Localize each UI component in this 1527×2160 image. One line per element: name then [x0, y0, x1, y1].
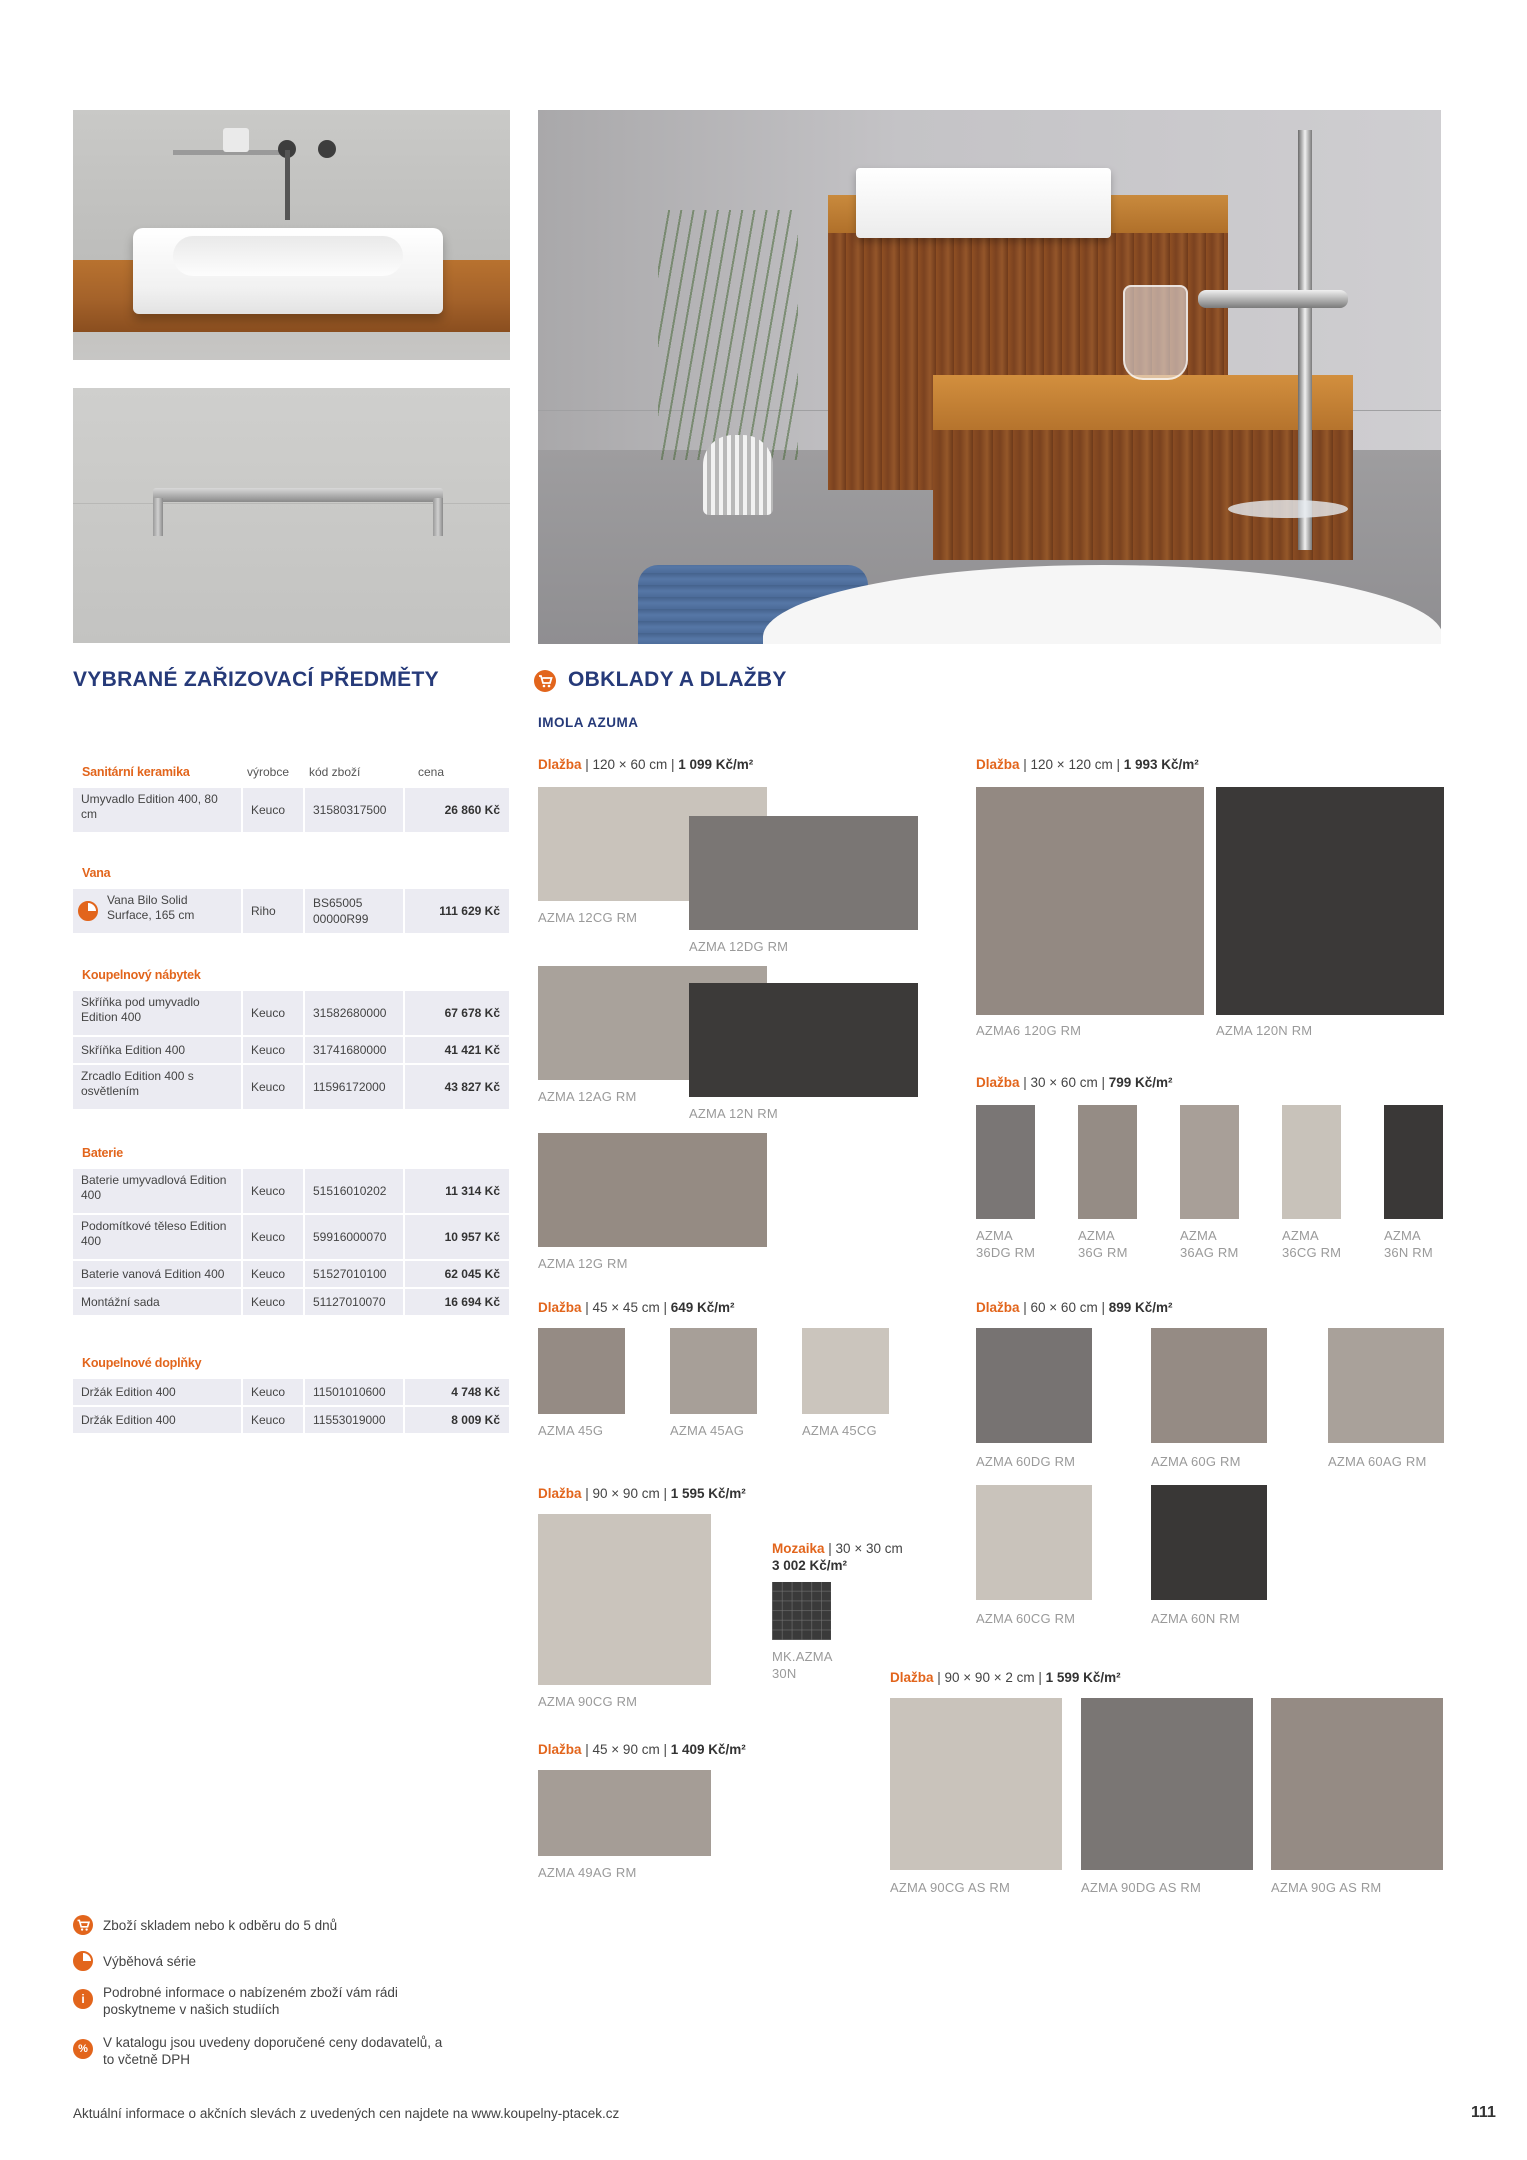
tile-price: 1 993 Kč/m²	[1123, 757, 1199, 772]
product-code: 51527010100	[305, 1261, 403, 1287]
tile-swatch	[538, 1328, 625, 1414]
tile-code: AZMA 36G RM	[1078, 1228, 1128, 1260]
tile-swatch	[538, 1514, 711, 1685]
product-manufacturer: Keuco	[243, 1407, 303, 1433]
product-price: 111 629 Kč	[405, 889, 509, 933]
tile-size: 30 × 60 cm	[1030, 1075, 1098, 1090]
tile-swatch	[1384, 1105, 1443, 1219]
product-code: 59916000070	[305, 1215, 403, 1259]
collection-name: IMOLA AZUMA	[538, 715, 639, 730]
towel-rail-photo	[73, 388, 510, 643]
category-label: Baterie	[82, 1146, 123, 1160]
product-name: Skříňka pod umyvadlo Edition 400	[73, 991, 241, 1035]
tile-swatch	[890, 1698, 1062, 1870]
product-manufacturer: Keuco	[243, 1065, 303, 1109]
tile-kind: Dlažba	[538, 757, 582, 772]
tile-group-header: Dlažba | 45 × 90 cm | 1 409 Kč/m²	[538, 1742, 746, 1757]
product-code: 11553019000	[305, 1407, 403, 1433]
tile-code: AZMA 45AG	[670, 1423, 745, 1438]
tile-price: 799 Kč/m²	[1108, 1075, 1173, 1090]
legend-text: Zboží skladem nebo k odběru do 5 dnů	[103, 1918, 338, 1933]
tile-kind: Dlažba	[976, 1075, 1020, 1090]
tile-group-header: Dlažba | 120 × 120 cm | 1 993 Kč/m²	[976, 757, 1199, 772]
pie-icon	[73, 1951, 93, 1971]
product-manufacturer: Keuco	[243, 991, 303, 1035]
tile-swatch	[1216, 787, 1444, 1015]
tile-code: AZMA 36CG RM	[1282, 1228, 1342, 1260]
product-code: 11596172000	[305, 1065, 403, 1109]
tile-code: AZMA 12CG RM	[538, 910, 638, 925]
product-code: 11501010600	[305, 1379, 403, 1405]
tile-kind: Dlažba	[890, 1670, 934, 1685]
tile-swatch	[689, 816, 918, 930]
product-price: 67 678 Kč	[405, 991, 509, 1035]
category-label: Koupelnový nábytek	[82, 968, 201, 982]
cart-icon	[73, 1915, 93, 1935]
product-price: 41 421 Kč	[405, 1037, 509, 1063]
product-name: Baterie umyvadlová Edition 400	[73, 1169, 241, 1213]
tile-code: AZMA 12AG RM	[538, 1089, 637, 1104]
tile-swatch	[538, 1770, 711, 1856]
tile-price: 1 099 Kč/m²	[678, 757, 754, 772]
product-price: 10 957 Kč	[405, 1215, 509, 1259]
tile-code: AZMA 90CG AS RM	[890, 1880, 1011, 1895]
tile-code: MK.AZMA 30N	[772, 1649, 833, 1681]
tile-price: 899 Kč/m²	[1108, 1300, 1173, 1315]
pie-icon	[78, 901, 98, 921]
tile-code: AZMA 120N RM	[1216, 1023, 1313, 1038]
tile-price: 1 599 Kč/m²	[1045, 1670, 1121, 1685]
cart-icon	[534, 670, 556, 692]
product-code: 31582680000	[305, 991, 403, 1035]
tile-code: AZMA 60AG RM	[1328, 1454, 1427, 1469]
category-label: Sanitární keramika	[82, 765, 190, 779]
tile-code: AZMA 36DG RM	[976, 1228, 1036, 1260]
tile-code: AZMA 60G RM	[1151, 1454, 1241, 1469]
tile-size: 45 × 45 cm	[592, 1300, 660, 1315]
tile-swatch	[1282, 1105, 1341, 1219]
tile-price: 3 002 Kč/m²	[772, 1558, 848, 1573]
product-name: Skříňka Edition 400	[73, 1037, 241, 1063]
tile-kind: Dlažba	[976, 757, 1020, 772]
tile-swatch	[976, 787, 1204, 1015]
tile-swatch	[670, 1328, 757, 1414]
product-manufacturer: Keuco	[243, 1261, 303, 1287]
tile-code: AZMA 12G RM	[538, 1256, 628, 1271]
product-manufacturer: Keuco	[243, 1215, 303, 1259]
tile-kind: Dlažba	[538, 1742, 582, 1757]
right-section-title: OBKLADY A DLAŽBY	[568, 668, 787, 691]
product-name: Držák Edition 400	[73, 1379, 241, 1405]
tile-swatch	[1180, 1105, 1239, 1219]
tile-swatch	[1151, 1328, 1267, 1443]
tile-kind: Dlažba	[538, 1486, 582, 1501]
tile-group-header: Mozaika | 30 × 30 cm 3 002 Kč/m²	[772, 1541, 903, 1573]
category-label: Koupelnové doplňky	[82, 1356, 202, 1370]
tile-swatch	[976, 1485, 1092, 1600]
tile-swatch	[1081, 1698, 1253, 1870]
category-label: Vana	[82, 866, 111, 880]
tile-price: 1 595 Kč/m²	[670, 1486, 746, 1501]
product-manufacturer: Keuco	[243, 1289, 303, 1315]
tile-size: 90 × 90 × 2 cm	[944, 1670, 1035, 1685]
product-price: 4 748 Kč	[405, 1379, 509, 1405]
left-section-title: VYBRANÉ ZAŘIZOVACÍ PŘEDMĚTY	[73, 668, 439, 691]
tile-code: AZMA 90G AS RM	[1271, 1880, 1382, 1895]
tile-code: AZMA 60N RM	[1151, 1611, 1240, 1626]
product-manufacturer: Keuco	[243, 788, 303, 832]
product-code: 31580317500	[305, 788, 403, 832]
product-price: 26 860 Kč	[405, 788, 509, 832]
product-name: Držák Edition 400	[73, 1407, 241, 1433]
product-code: BS65005 00000R99	[305, 889, 403, 933]
product-name: Baterie vanová Edition 400	[73, 1261, 241, 1287]
product-name: Zrcadlo Edition 400 s osvětlením	[73, 1065, 241, 1109]
tile-kind: Dlažba	[538, 1300, 582, 1315]
tile-code: AZMA 90CG RM	[538, 1694, 638, 1709]
tile-group-header: Dlažba | 120 × 60 cm | 1 099 Kč/m²	[538, 757, 754, 772]
tile-code: AZMA 12DG RM	[689, 939, 789, 954]
tile-price: 1 409 Kč/m²	[670, 1742, 746, 1757]
tile-size: 90 × 90 cm	[592, 1486, 660, 1501]
product-name: Vana Bilo Solid Surface, 165 cm	[73, 889, 241, 933]
tile-swatch	[1078, 1105, 1137, 1219]
bathroom-photo	[538, 110, 1441, 644]
product-price: 8 009 Kč	[405, 1407, 509, 1433]
tile-code: AZMA 36N RM	[1384, 1228, 1433, 1260]
product-price: 43 827 Kč	[405, 1065, 509, 1109]
column-header-code: kód zboží	[309, 765, 361, 779]
product-code: 31741680000	[305, 1037, 403, 1063]
footer-text: Aktuální informace o akčních slevách z uvedených cen najdete na www.koupelny-ptacek.cz	[73, 2106, 620, 2121]
column-header-manufacturer: výrobce	[247, 765, 290, 779]
sink-photo	[73, 110, 510, 360]
tile-swatch	[802, 1328, 889, 1414]
tile-code: AZMA 49AG RM	[538, 1865, 637, 1880]
tile-swatch	[976, 1328, 1092, 1443]
legend-text: V katalogu jsou uvedeny doporučené ceny dodavatelů, a to včetně DPH	[103, 2035, 443, 2067]
product-price: 16 694 Kč	[405, 1289, 509, 1315]
tile-size: 45 × 90 cm	[592, 1742, 660, 1757]
legend-text: Výběhová série	[103, 1954, 197, 1969]
product-manufacturer: Riho	[243, 889, 303, 933]
product-manufacturer: Keuco	[243, 1037, 303, 1063]
tile-swatch	[689, 983, 918, 1097]
tile-size: 60 × 60 cm	[1030, 1300, 1098, 1315]
tile-swatch	[976, 1105, 1035, 1219]
tile-code: AZMA 60CG RM	[976, 1611, 1076, 1626]
legend-text: Podrobné informace o nabízeném zboží vám rádi poskytneme v našich studiích	[103, 1985, 398, 2017]
tile-code: AZMA 45CG	[802, 1423, 877, 1438]
tile-swatch	[538, 1133, 767, 1247]
tile-size: 120 × 120 cm	[1030, 757, 1113, 772]
tile-size: 120 × 60 cm	[592, 757, 668, 772]
column-header-price: cena	[418, 765, 445, 779]
tile-swatch	[1151, 1485, 1267, 1600]
tile-group-header: Dlažba | 90 × 90 cm | 1 595 Kč/m²	[538, 1486, 746, 1501]
tile-group-header: Dlažba | 90 × 90 × 2 cm | 1 599 Kč/m²	[890, 1670, 1121, 1685]
product-code: 51127010070	[305, 1289, 403, 1315]
product-code: 51516010202	[305, 1169, 403, 1213]
product-price: 62 045 Kč	[405, 1261, 509, 1287]
tile-code: AZMA 36AG RM	[1180, 1228, 1239, 1260]
product-manufacturer: Keuco	[243, 1379, 303, 1405]
tile-code: AZMA 60DG RM	[976, 1454, 1076, 1469]
tile-group-header: Dlažba | 60 × 60 cm | 899 Kč/m²	[976, 1300, 1173, 1315]
tile-code: AZMA 90DG AS RM	[1081, 1880, 1202, 1895]
product-price: 11 314 Kč	[405, 1169, 509, 1213]
product-name: Podomítkové těleso Edition 400	[73, 1215, 241, 1259]
tile-code: AZMA 45G	[538, 1423, 604, 1438]
tile-price: 649 Kč/m²	[670, 1300, 735, 1315]
product-name: Montážní sada	[73, 1289, 241, 1315]
percent-icon: %	[73, 2039, 93, 2059]
product-name: Umyvadlo Edition 400, 80 cm	[73, 788, 241, 832]
tile-swatch	[1271, 1698, 1443, 1870]
page-number: 111	[1471, 2104, 1496, 2121]
tile-code: AZMA 12N RM	[689, 1106, 778, 1121]
product-manufacturer: Keuco	[243, 1169, 303, 1213]
tile-group-header: Dlažba | 30 × 60 cm | 799 Kč/m²	[976, 1075, 1173, 1090]
tile-group-header: Dlažba | 45 × 45 cm | 649 Kč/m²	[538, 1300, 735, 1315]
tile-kind: Dlažba	[976, 1300, 1020, 1315]
tile-kind: Mozaika	[772, 1541, 825, 1556]
tile-swatch	[772, 1582, 831, 1640]
tile-swatch	[1328, 1328, 1444, 1443]
tile-size: 30 × 30 cm	[835, 1541, 903, 1556]
tile-code: AZMA6 120G RM	[976, 1023, 1082, 1038]
info-icon: i	[73, 1989, 93, 2009]
